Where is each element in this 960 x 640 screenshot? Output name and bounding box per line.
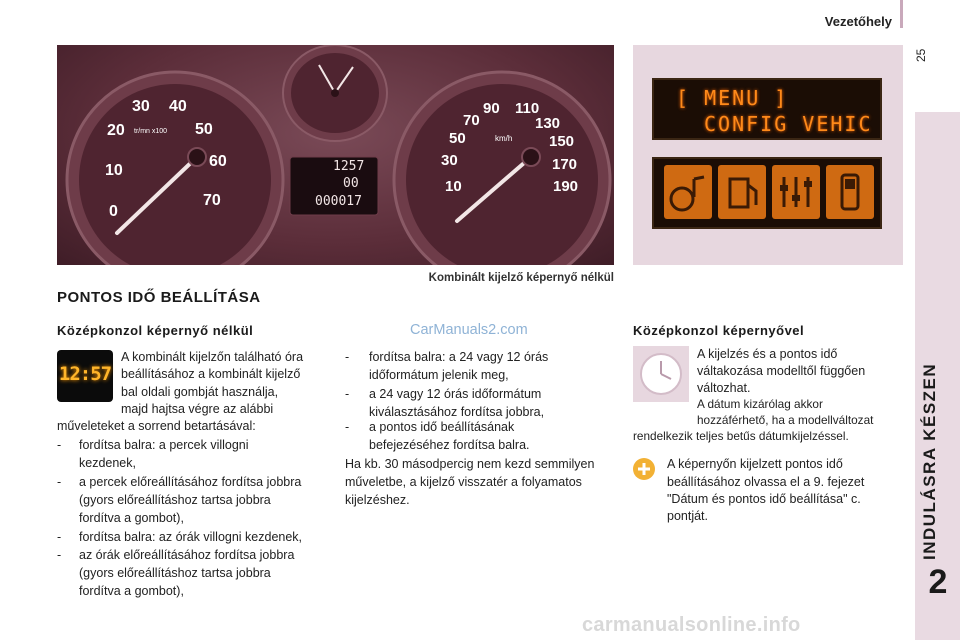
- console-screen-menu: [652, 78, 882, 140]
- list-item-text: kezdenek,: [79, 456, 136, 470]
- tacho-tick-label: 40: [169, 98, 187, 115]
- chapter-number: 2: [928, 563, 948, 601]
- speedometer-gauge: [394, 72, 610, 265]
- instrument-cluster-image: [57, 45, 614, 265]
- lcd-odometer: 000017: [315, 194, 362, 209]
- tacho-tick-label: 10: [105, 162, 123, 179]
- phone-icon: [826, 165, 874, 219]
- console-screen-icons: [652, 157, 882, 229]
- list-item: [57, 437, 347, 473]
- clock-icon: [633, 346, 689, 402]
- list-item: [57, 547, 347, 601]
- right-info-line: váltakozása modelltől függően: [697, 364, 866, 378]
- audio-icon: [664, 165, 712, 219]
- page-number: 25: [914, 48, 928, 62]
- speedo-tick-label: 90: [483, 100, 500, 117]
- screen-menu-line: [ MENU ]: [676, 86, 789, 110]
- bullet-dash: -: [345, 350, 350, 364]
- watermark-link[interactable]: CarManuals2.com: [410, 322, 528, 338]
- right-small-line: A dátum kizárólag akkor: [697, 397, 823, 411]
- info-line: beállításához olvassa el a 9. fejezet: [667, 475, 865, 489]
- bullet-dash: -: [345, 387, 350, 401]
- tacho-tick-label: 70: [203, 192, 221, 209]
- tacho-tick-label: 30: [132, 98, 150, 115]
- list-item-text: kiválasztásához fordítsa jobbra,: [369, 405, 545, 419]
- tacho-tick-label: 60: [209, 153, 227, 170]
- screen-config-line: CONFIG VEHIC: [704, 112, 873, 136]
- list-item-text: időformátum jelenik meg,: [369, 368, 509, 382]
- list-item: [345, 386, 625, 422]
- speedo-tick-label: 10: [445, 178, 462, 195]
- bullet-dash: -: [57, 475, 62, 489]
- lcd-trip: 00: [343, 176, 359, 191]
- note-line: műveletbe, a kijelző visszatér a folyamatos: [345, 475, 582, 489]
- bullet-dash: -: [345, 420, 350, 434]
- info-line: pontját.: [667, 509, 709, 523]
- left-section-heading: Középkonzol képernyő nélkül: [57, 323, 254, 338]
- right-info-line: A kijelzés és a pontos idő: [697, 347, 838, 361]
- list-item-text: befejezéséhez fordítsa balra.: [369, 438, 530, 452]
- tachometer-gauge: [67, 72, 283, 265]
- list-item-text: fordítsa balra: a 24 vagy 12 órás: [369, 350, 549, 364]
- right-info-line: változhat.: [697, 381, 751, 395]
- list-item-text: fordítva a gombot),: [79, 584, 184, 598]
- image-caption: Kombinált kijelző képernyő nélkül: [428, 272, 614, 284]
- list-item-text: a 24 vagy 12 órás időformátum: [369, 387, 542, 401]
- bullet-dash: -: [57, 530, 62, 544]
- center-lcd: [290, 157, 378, 215]
- plus-info-icon: [633, 458, 655, 480]
- info-line: "Dátum és pontos idő beállítása" c.: [667, 492, 861, 506]
- list-item-text: a percek előreállításához fordítsa jobbra: [79, 475, 302, 489]
- list-item-text: a pontos idő beállításának: [369, 420, 515, 434]
- speedo-tick-label: 110: [515, 100, 540, 117]
- left-intro-line: beállításához a kombinált kijelző: [121, 367, 301, 381]
- clock-display-icon: [57, 350, 113, 402]
- chapter-title: INDULÁSRA KÉSZEN: [920, 362, 939, 560]
- list-item: [345, 419, 625, 455]
- list-item-text: (gyors előreállításhoz tartsa jobbra: [79, 493, 271, 507]
- tacho-tick-label: 20: [107, 122, 125, 139]
- list-item-text: fordítsa balra: az órák villogni kezdenek,: [79, 530, 303, 544]
- list-item: [57, 529, 347, 547]
- right-small-line: hozzáférhető, ha a modellváltozat: [697, 413, 874, 427]
- list-item-text: fordítva a gombot),: [79, 511, 184, 525]
- tacho-tick-label: 50: [195, 121, 213, 138]
- section-title: Vezetőhely: [824, 14, 892, 29]
- left-intro-line: majd hajtsa végre az alábbi: [121, 402, 274, 416]
- list-item-text: fordítsa balra: a percek villogni: [79, 438, 249, 452]
- note-line: kijelzéshez.: [345, 493, 410, 507]
- left-intro-line: A kombinált kijelzőn található óra: [121, 350, 304, 364]
- speedo-tick-label: 170: [552, 156, 578, 173]
- info-line: A képernyőn kijelzett pontos idő: [667, 457, 843, 471]
- list-item: [345, 349, 625, 385]
- speedo-tick-label: 70: [463, 112, 480, 129]
- list-item-text: (gyors előreállításhoz tartsa jobbra: [79, 566, 271, 580]
- tacho-unit: tr/mn x100: [134, 128, 168, 135]
- right-section-heading: Középkonzol képernyővel: [633, 323, 805, 338]
- footer-watermark: carmanualsonline.info: [582, 614, 801, 636]
- page-title: PONTOS IDŐ BEÁLLÍTÁSA: [57, 289, 261, 306]
- speedo-tick-label: 130: [535, 115, 561, 132]
- bullet-dash: -: [57, 548, 62, 562]
- fuel-temp-gauge: [283, 45, 387, 141]
- left-intro-line: műveleteket a sorrend betartásával:: [57, 419, 256, 433]
- speedo-tick-label: 50: [449, 130, 466, 147]
- clock-display-value: 12:57: [58, 363, 112, 385]
- list-item-text: az órák előreállításához fordítsa jobbra: [79, 548, 295, 562]
- settings-sliders-icon: [772, 165, 820, 219]
- header-divider: [900, 0, 903, 28]
- speedo-unit: km/h: [495, 134, 513, 143]
- note-line: Ha kb. 30 másodpercig nem kezd semmilyen: [345, 457, 595, 471]
- left-intro-line: bal oldali gombját használja,: [121, 385, 279, 399]
- fuel-pump-icon: [718, 165, 766, 219]
- speedo-tick-label: 150: [549, 133, 575, 150]
- list-item: [57, 474, 347, 528]
- speedo-tick-label: 30: [441, 152, 458, 169]
- right-small-line: rendelkezik teljes betűs dátumkijelzéssel.: [633, 429, 849, 443]
- speedo-tick-label: 190: [553, 178, 579, 195]
- lcd-time: 1257: [333, 159, 365, 174]
- bullet-dash: -: [57, 438, 62, 452]
- tacho-tick-label: 0: [109, 203, 118, 220]
